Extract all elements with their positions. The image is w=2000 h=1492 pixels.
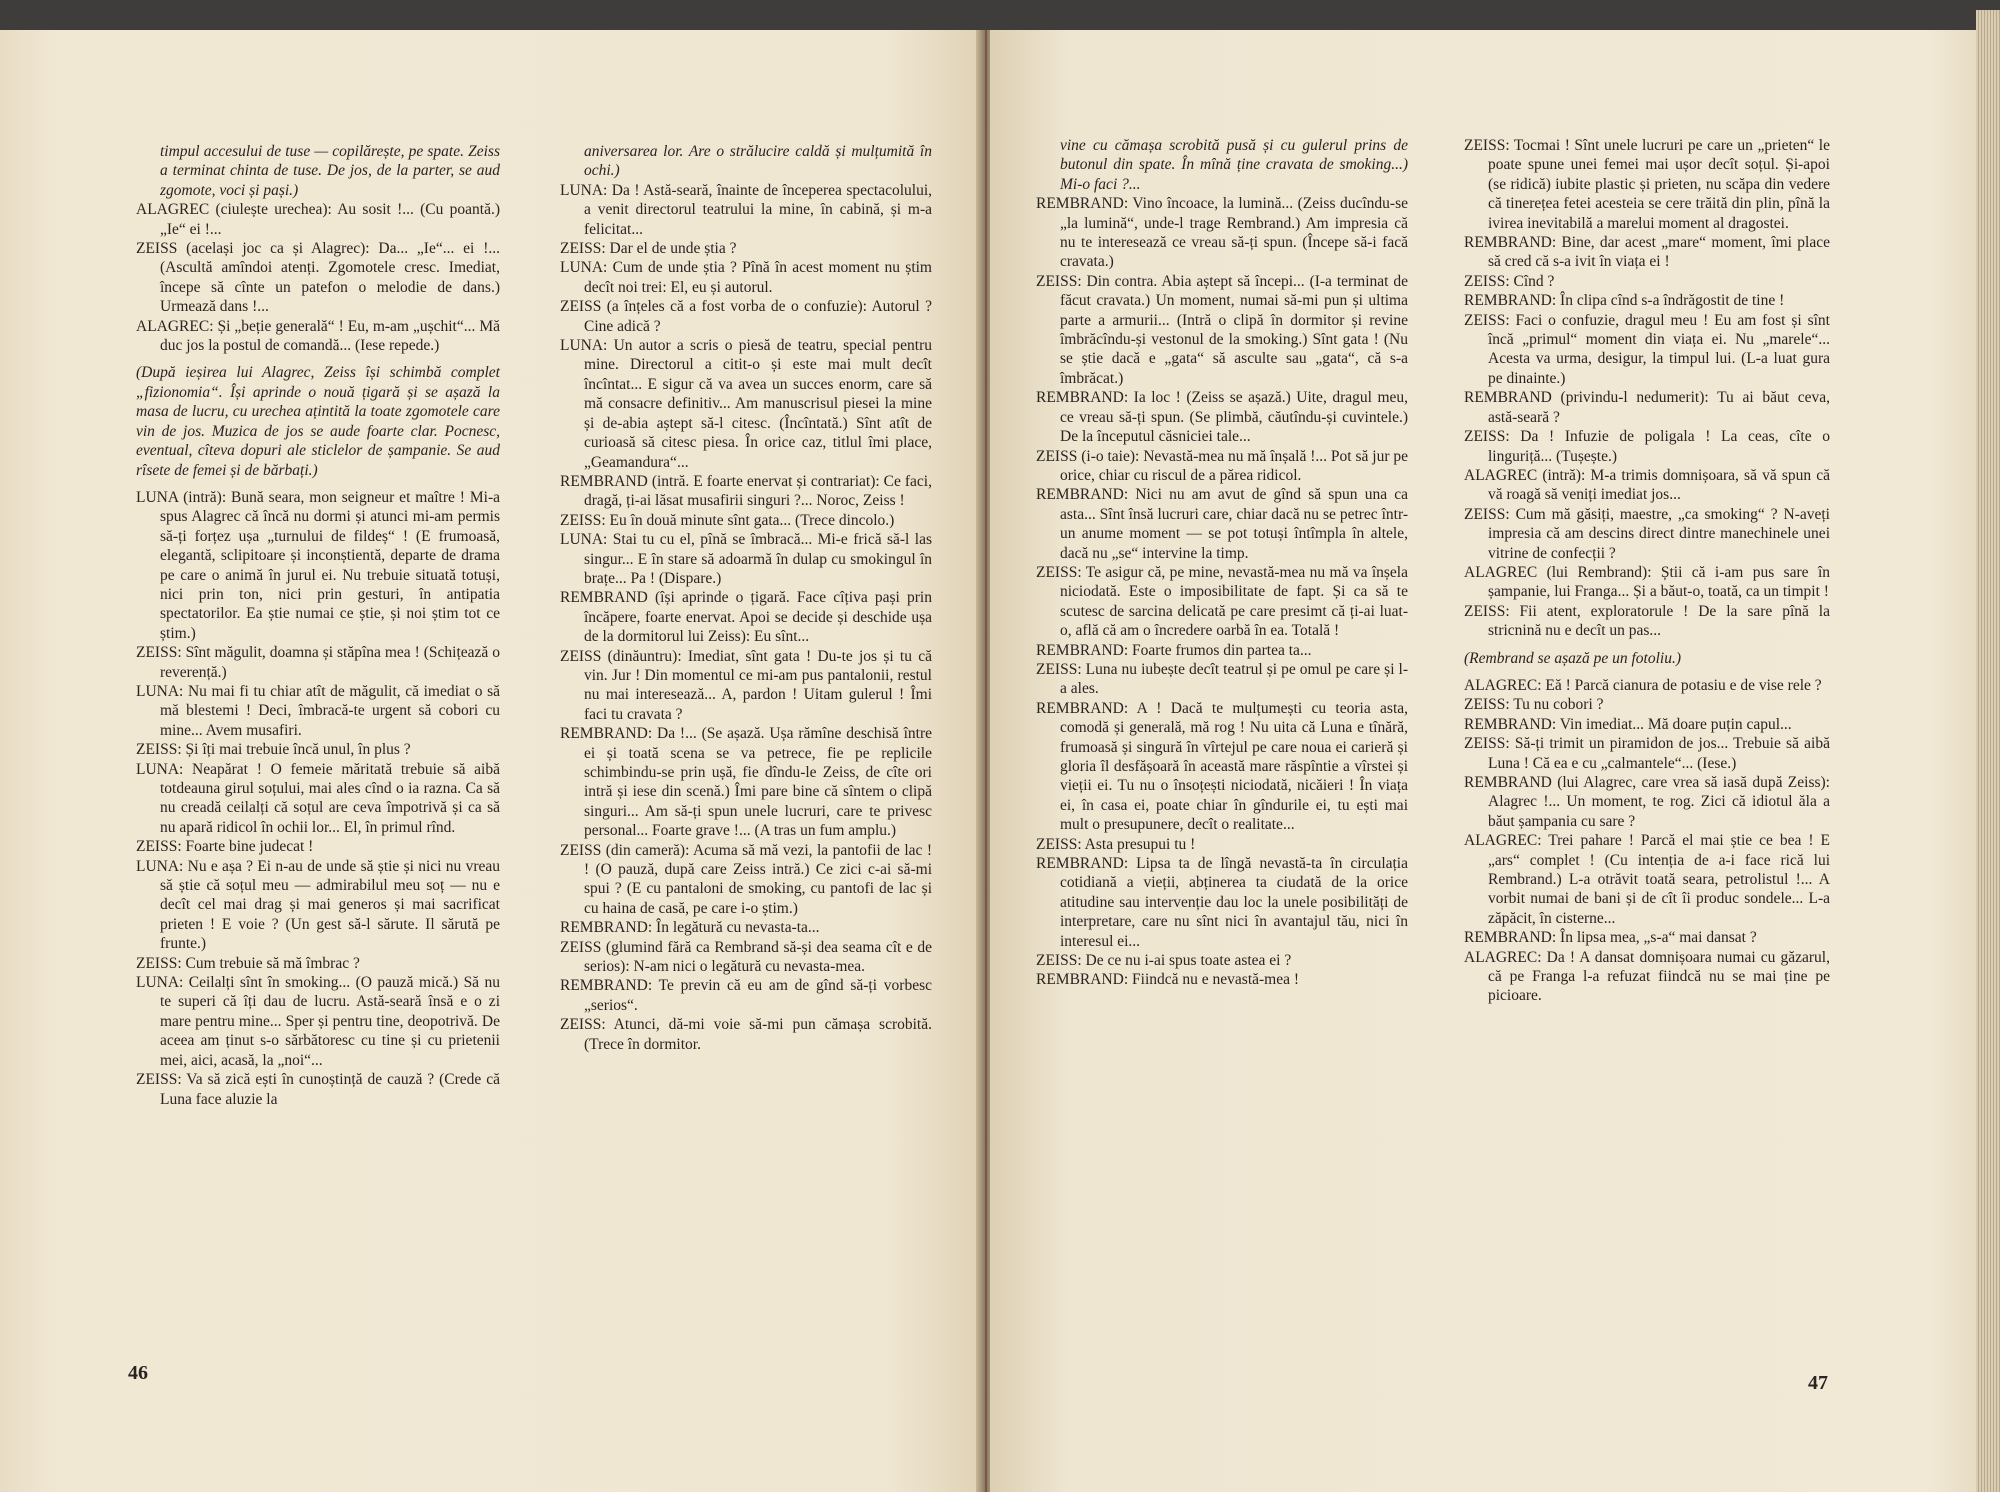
dialogue-paragraph: ALAGREC (lui Rembrand): Știi că i-am pus sare în șampanie, lui Franga... Și a băut-o, toată, ca un timpit ! [1464, 563, 1830, 601]
dialogue-paragraph: ZEISS: Da ! Infuzie de poligala ! La ceas, cîte o linguriță... (Tușește.) [1464, 428, 1830, 465]
right-page-column-2 [1464, 136, 1830, 1006]
dialogue-paragraph: LUNA: Nu e așa ? Ei n-au de unde să știe și nici nu vreau să știe că soțul meu — admirabilul meu soț — nu e decît cel mai drag și mai generos și mai sacrificat prieten ! E voie ? (Un gest să-l sărute. Il sărută pe frunte.) [136, 857, 500, 953]
dialogue-paragraph: REMBRAND: Da !... (Se așază. Ușa rămîne deschisă între ei și toată scena se va petrece, fie pe replicile schimbindu-se prin ușă, fie dîndu-le Zeiss, de cîte ori intră și iese din scenă.) Îmi pare bine că sîntem o clipă singuri... Am să-ți spun unele lucruri, care te privesc personal... Foarte grave !... (A tras un fum amplu.) [560, 725, 932, 840]
dialogue-paragraph: ZEISS (i-o taie): Nevastă-mea nu mă înșală !... Pot să jur pe orice, chiar cu riscul de a părea ridicol. [1036, 447, 1408, 484]
dialogue-paragraph: REMBRAND: Foarte frumos din partea ta... [1036, 641, 1312, 659]
dialogue-paragraph: ZEISS (același joc ca și Alagrec): Da... „Ie“... ei !... (Ascultă amîndoi atenți. Zgomotele cresc. Imediat, începe să cînte un patefon o melodie de dans.) Urmează dans !... [136, 240, 500, 316]
dialogue-paragraph: LUNA: Ceilalți sînt în smoking... (O pauză mică.) Să nu te superi că îți dau de lucru. Astă-seară însă e o zi mare pentru mine... Sper și pentru tine, deopotrivă. De aceea am ținut s-o sărbătoresc cu tine și cu prietenii mei, aici, acasă, la „noi“... [136, 974, 500, 1069]
right-page-column-1 [1036, 136, 1408, 990]
dialogue-paragraph: ZEISS: Asta presupui tu ! [1036, 835, 1196, 853]
dialogue-paragraph: ZEISS: Tu nu cobori ? [1464, 696, 1604, 714]
stage-direction: (Rembrand se așază pe un fotoliu.) [1464, 649, 1681, 667]
dialogue-paragraph: ZEISS (a înțeles că a fost vorba de o confuzie): Autorul ? Cine adică ? [560, 298, 932, 335]
dialogue-paragraph: ZEISS: Tocmai ! Sînt unele lucruri pe care un „prieten“ le poate spune unei femei mai ușor decît soțul. Și-apoi (se ridică) iubite plastic și prieten, nu scăpa din vedere că tinerețea fetei acesteia se cere trăită din plin, pînă la ivirea inevitabilă a marelui moment al dragostei. [1464, 137, 1830, 232]
dialogue-paragraph: ZEISS: Foarte bine judecat ! [136, 838, 314, 856]
page-number-left: 46 [128, 1362, 148, 1384]
dialogue-paragraph: REMBRAND: În clipa cînd s-a îndrăgostit de tine ! [1464, 292, 1785, 310]
dialogue-paragraph: ZEISS (din cameră): Acuma să mă vezi, la pantofii de lac ! ! (O pauză, după care Zeiss intră.) Ce zici c-ai să-mi spui ? (E cu pantaloni de smoking, cu pantofi de lac și cu haina de casă, pe care i-o știm.) [560, 841, 932, 917]
dialogue-paragraph: LUNA: Nu mai fi tu chiar atît de măgulit, că imediat o să mă blestemi ! Deci, îmbracă-te urgent să cobori cu mine... Avem musafiri. [136, 682, 500, 739]
dialogue-paragraph: REMBRAND: În lipsa mea, „s-a“ mai dansat ? [1464, 929, 1757, 947]
dialogue-paragraph: ALAGREC: Și „beție generală“ ! Eu, m-am „ușchit“... Mă duc jos la postul de comandă... (Iese repede.) [136, 317, 500, 355]
dialogue-paragraph: REMBRAND: Bine, dar acest „mare“ moment, îmi place să cred că s-a ivit în viața ei ! [1464, 234, 1830, 271]
dialogue-paragraph: ZEISS: Atunci, dă-mi voie să-mi pun cămașa scrobită. (Trece în dormitor. [560, 1016, 932, 1053]
book-cover-top [0, 0, 2000, 34]
dialogue-paragraph: ZEISS: Luna nu iubește decît teatrul și pe omul pe care și l-a ales. [1036, 660, 1408, 698]
dialogue-paragraph: ZEISS: Fii atent, exploratorule ! De la sare pînă la stricnină nu e decît un pas... [1464, 602, 1830, 640]
dialogue-paragraph: ALAGREC (intră): M-a trimis domnișoara, să vă spun că vă roagă să veniți imediat jos... [1464, 466, 1830, 504]
dialogue-paragraph: ZEISS: De ce nu i-ai spus toate astea ei ? [1036, 952, 1292, 970]
dialogue-paragraph: REMBRAND: Lipsa ta de lîngă nevastă-ta în circulația cotidiană a vieții, abținerea ta ciudată de la orice atitudine sau intervenție dau loc la unele posibilități de interpretare, care nu sînt nici în avantajul tău, nici în interesul ei... [1036, 855, 1408, 950]
dialogue-paragraph: ZEISS: Faci o confuzie, dragul meu ! Eu am fost și sînt încă „primul“ moment din viața ei. Nu „marele“... Acesta va urma, desigur, la timpul lui. (L-a luat gura pe dinainte.) [1464, 311, 1830, 387]
dialogue-paragraph: ZEISS: Cum mă găsiți, maestre, „ca smoking“ ? N-aveți impresia că am descins direct dintre manechinele unei vitrine de confecții ? [1464, 505, 1830, 562]
dialogue-paragraph: REMBRAND (intră. E foarte enervat și contrariat): Ce faci, dragă, ți-ai lăsat musafirii singuri ?... Noroc, Zeiss ! [560, 472, 932, 510]
dialogue-paragraph: ALAGREC: Eă ! Parcă cianura de potasiu e de vise rele ? [1464, 676, 1822, 694]
page-number-right: 47 [1808, 1372, 1828, 1394]
stage-direction: (După ieșirea lui Alagrec, Zeiss își schimbă complet „fizionomia“. Își aprinde o nouă țigară și se așază la masa de lucru, cu urechea ațintită la toate zgomotele care vin de jos. Muzica de jos se aude foarte clar. Pocnesc, eventual, cîteva dopuri ale sticlelor de șampanie. Se aud rîsete de femei și de bărbați.) [136, 364, 500, 479]
left-page-column-1 [136, 142, 500, 1109]
dialogue-paragraph: ALAGREC (ciulește urechea): Au sosit !... (Cu poantă.) „Ie“ ei !... [136, 201, 500, 238]
page-edges [1976, 10, 2000, 1492]
dialogue-paragraph: REMBRAND: Te previn că eu am de gînd să-ți vorbesc „serios“. [560, 977, 932, 1014]
dialogue-paragraph: ZEISS: Dar el de unde știa ? [560, 240, 737, 258]
stage-direction-continued: timpul accesului de tuse — copilărește, pe spate. Zeiss a terminat chinta de tuse. De jos, de la parter, se aud zgomote, voci și pași.) [160, 143, 500, 199]
dialogue-paragraph: ZEISS (dinăuntru): Imediat, sînt gata ! Du-te jos și tu că vin. Jur ! Din momentul ce mi-am pus pantalonii, restul nu mai interesează... A, pardon ! Uitam gulerul ! Îmi faci tu cravata ? [560, 647, 932, 723]
dialogue-paragraph: REMBRAND (lui Alagrec, care vrea să iasă după Zeiss): Alagrec !... Un moment, te rog. Zici că idiotul ăla a băut șampania cu sare ? [1464, 774, 1830, 830]
dialogue-paragraph: REMBRAND: Fiindcă nu e nevastă-mea ! [1036, 971, 1300, 989]
dialogue-paragraph: LUNA: Neapărat ! O femeie măritată trebuie să aibă totdeauna girul soțului, mai ales cînd o ia razna. Ca să nu creadă ceilalți că soțul are ceva împotrivă și ca să nu apară ridicol în ochii lor... El, în primul rînd. [136, 760, 500, 836]
dialogue-paragraph: LUNA: Cum de unde știa ? Pînă în acest moment nu știm decît noi trei: El, eu și autorul. [560, 259, 932, 296]
dialogue-paragraph: LUNA: Stai tu cu el, pînă se îmbracă... Mi-e frică să-l las singur... E în stare să adoarmă în dulap cu smokingul în brațe... Pa ! (Dispare.) [560, 531, 932, 587]
dialogue-paragraph: LUNA: Da ! Astă-seară, înainte de începerea spectacolului, a venit directorul teatrului la mine, în cabină, și m-a felicitat... [560, 181, 932, 238]
stage-direction-continued: vine cu cămașa scrobită pusă și cu gulerul prins de butonul din spate. În mînă ține cravata de smoking...) Mi-o faci ?... [1060, 137, 1408, 193]
dialogue-paragraph: REMBRAND: Nici nu am avut de gînd să spun una ca asta... Sînt însă lucruri care, chiar dacă nu se petrec într-un anume moment — se pot totuși întîmpla în altele, dacă nu „se“ intervine la timp. [1036, 486, 1408, 562]
dialogue-paragraph: REMBRAND: În legătură cu nevasta-ta... [560, 919, 820, 937]
dialogue-paragraph: ZEISS: Să-ți trimit un piramidon de jos... Trebuie să aibă Luna ! Că ea e cu „calmantele“... (Iese.) [1464, 735, 1830, 772]
dialogue-paragraph: REMBRAND (privindu-l nedumerit): Tu ai băut ceva, astă-seară ? [1464, 389, 1830, 426]
dialogue-paragraph: ZEISS: Eu în două minute sînt gata... (Trece dincolo.) [560, 511, 895, 529]
dialogue-paragraph: REMBRAND: Vin imediat... Mă doare puțin capul... [1464, 715, 1792, 733]
dialogue-paragraph: ZEISS: Cum trebuie să mă îmbrac ? [136, 954, 360, 972]
dialogue-paragraph: LUNA: Un autor a scris o piesă de teatru, special pentru mine. Directorul a citit-o și este mai mult decît încîntat... E sigur că va avea un succes enorm, care să mă consacre definitiv... Am manuscrisul piesei la mine și de-abia aștept să-l citesc. (Încîntată.) Sînt atît de curioasă să citesc piesa. În orice caz, titlul îmi place, „Geamandura“... [560, 337, 932, 471]
left-page [0, 30, 982, 1492]
right-page [990, 30, 1980, 1492]
dialogue-paragraph: REMBRAND: Ia loc ! (Zeiss se așază.) Uite, dragul meu, ce vreau să-ți spun. (Se plimbă, căutîndu-și cuvintele.) De la începutul căsniciei tale... [1036, 389, 1408, 446]
dialogue-paragraph: REMBRAND: A ! Dacă te mulțumești cu teoria asta, comodă și generală, mă rog ! Nu uita că Luna e tînără, frumoasă și singură în vîrtejul pe care noua ei carieră și gloria îl desfășoară în această mare răspîntie a vîrstei și vieții ei. Tu nu o însoțești niciodată, nicăieri ! În viața ei, în casa ei, poate chiar în gîndurile ei, tu ești mai mult o presupunere, decît o realitate... [1036, 699, 1408, 834]
dialogue-paragraph: ZEISS: Va să zică ești în cunoștință de cauză ? (Crede că Luna face aluzie la [136, 1071, 500, 1108]
dialogue-paragraph: REMBRAND: Vino încoace, la lumină... (Zeiss ducîndu-se „la lumină“, unde-l trage Rembrand.) Am impresia că nu te interesează ce vreau să-ți spun. (Începe să-i facă cravata.) [1036, 195, 1408, 271]
left-page-column-2 [560, 142, 932, 1054]
dialogue-paragraph: ZEISS (glumind fără ca Rembrand să-și dea seama cît e de serios): N-am nici o legătură cu nevasta-mea. [560, 938, 932, 976]
dialogue-paragraph: ZEISS: Din contra. Abia aștept să începi... (I-a terminat de făcut cravata.) Un moment, numai să-mi pun și ultima parte a armurii... (Intră o clipă în dormitor și revine îmbrăcîndu-și vestonul de la smoking.) Sînt gata ! (Nu se știe dacă e „gata“ să asculte sau „gata“, că s-a îmbrăcat.) [1036, 272, 1408, 387]
dialogue-paragraph: ZEISS: Te asigur că, pe mine, nevastă-mea nu mă va înșela niciodată. Este o imposibilitate de fapt. Și ca să te scutesc de sarcina delicată pe care presimt că ți-ai luat-o, află că am o încredere oarbă în ea. Totală ! [1036, 563, 1408, 640]
dialogue-paragraph: REMBRAND (își aprinde o țigară. Face cîțiva pași prin încăpere, foarte enervat. Apoi se decide și deschide ușa de la dormitorul lui Zeiss): Eu sînt... [560, 589, 932, 646]
dialogue-paragraph: ALAGREC: Da ! A dansat domnișoara numai cu găzarul, că pe Franga l-a refuzat fiindcă nu se mai ține pe picioare. [1464, 948, 1830, 1005]
dialogue-paragraph: ZEISS: Și îți mai trebuie încă unul, în plus ? [136, 741, 411, 759]
dialogue-paragraph: ALAGREC: Trei pahare ! Parcă el mai știe ce bea ! E „ars“ complet ! (Cu intenția de a-i face rică lui Rembrand.) L-a otrăvit toată seara, petrolistul !... A vorbit numai de bani și de cît îi produc sondele... L-a zăpăcit, în cisterne... [1464, 832, 1830, 927]
stage-direction-continued: aniversarea lor. Are o strălucire caldă și mulțumită în ochi.) [584, 143, 932, 180]
dialogue-paragraph: ZEISS: Sînt măgulit, doamna și stăpîna mea ! (Schițează o reverență.) [136, 644, 500, 681]
dialogue-paragraph: ZEISS: Cînd ? [1464, 272, 1555, 290]
dialogue-paragraph: LUNA (intră): Bună seara, mon seigneur et maître ! Mi-a spus Alagrec că încă nu dormi și atunci mi-am permis să-ți forțez ușa „turnului de fildeș“ ! (E frumoasă, elegantă, sclipitoare și inconștientă, departe de drama pe care o animă în jurul ei. Nu trebuie situată totuși, nici prin ton, nici prin gesturi, în antipatia spectatorilor. Ea știe numai ce știe, și noi știm tot ce știm.) [136, 488, 500, 642]
